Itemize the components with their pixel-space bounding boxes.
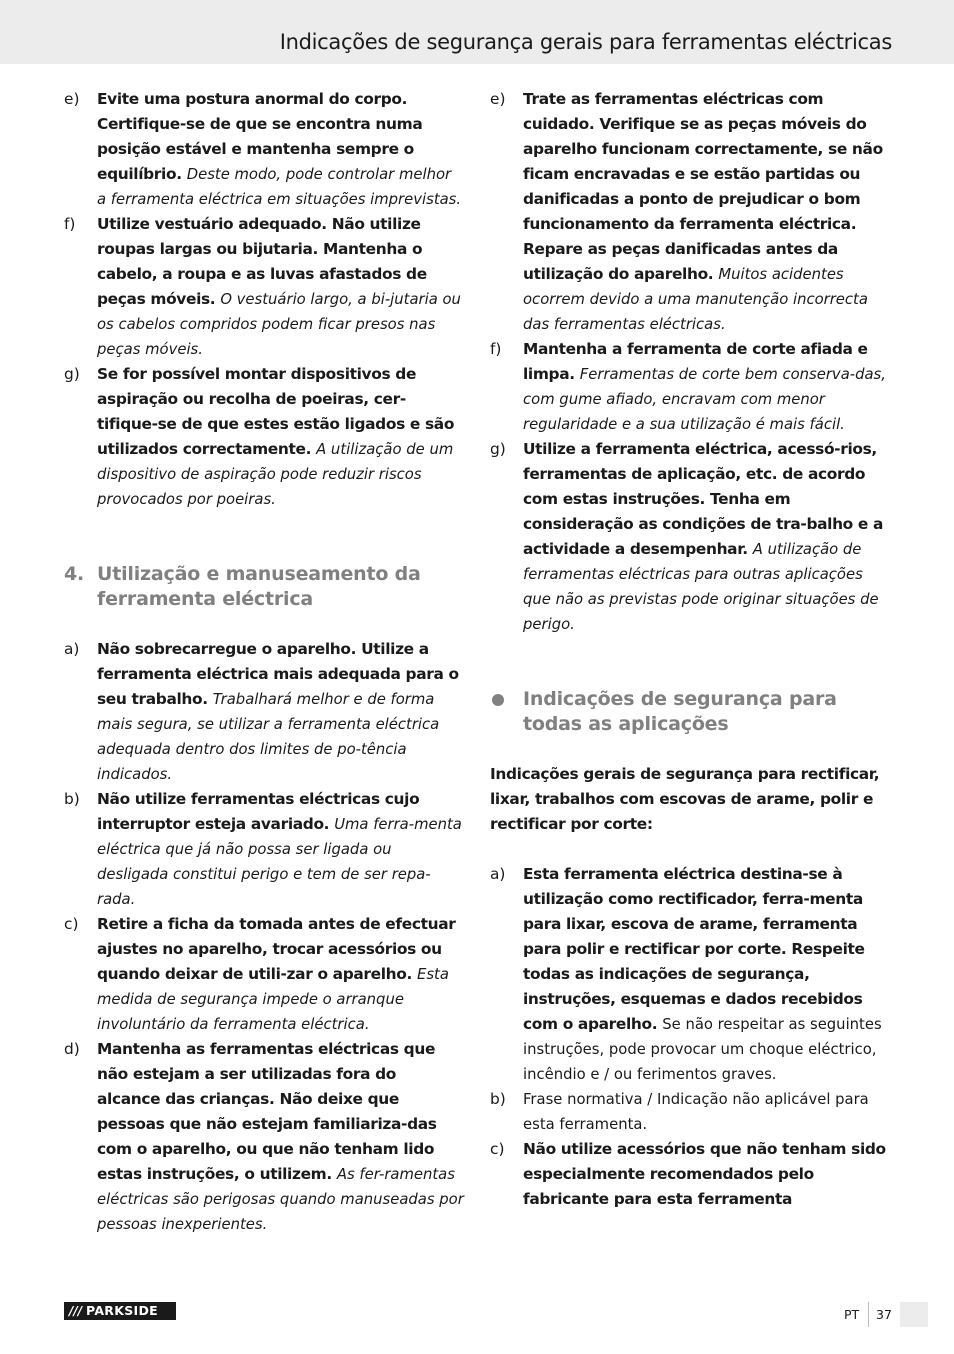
footer-divider — [868, 1302, 869, 1327]
item-label: f) — [64, 215, 76, 233]
section-title: Utilização e manuseamento da ferramenta eléctrica — [97, 563, 421, 610]
item-italic-text: Deste modo, pode controlar melhor a ferramenta eléctrica em situações imprevistas. — [97, 166, 462, 208]
logo-text: PARKSIDE — [86, 1303, 158, 1318]
item-italic-text: As fer-ramentas eléctricas são perigosas quando manuseadas por pessoas inexperientes. — [97, 1166, 464, 1233]
item-bold-text: Não utilize ferramentas eléctricas cujo interruptor esteja avariado. — [97, 790, 420, 833]
list-item-f — [490, 337, 890, 437]
item-label: b) — [490, 1090, 506, 1108]
list-item-g — [490, 437, 890, 637]
item-label: e) — [490, 90, 506, 108]
item-label: g) — [64, 365, 80, 383]
item-bold-text: Não utilize acessórios que não tenham sido especialmente recomendados pelo fabricante para esta ferramenta — [523, 1140, 886, 1208]
list-item-b — [64, 787, 464, 912]
item-bold-text: Utilize a ferramenta eléctrica, acessó-rios, ferramentas de aplicação, etc. de acordo com estas instruções. Tenha em consideração as condições de tra-balho e a actividade a desempenhar. — [523, 440, 884, 558]
page-title: Indicações de segurança gerais para ferramentas eléctricas — [279, 30, 892, 54]
list-item-f — [64, 212, 464, 362]
section-heading-all-applications — [490, 687, 890, 737]
item-bold-text: Trate as ferramentas eléctricas com cuidado. Verifique se as peças móveis do aparelho funcionam correctamente, se não ficam encravadas e se estão partidas ou danificadas a ponto de prejudicar o bom funcionamento da ferramenta eléctrica. Repare as peças danificadas antes da utilização do aparelho. — [523, 90, 883, 283]
item-label: e) — [64, 90, 80, 108]
page-tab-box — [900, 1302, 928, 1327]
item-italic-text: Esta medida de segurança impede o arranque involuntário da ferramenta eléctrica. — [97, 966, 449, 1033]
item-italic-text: Trabalhará melhor e de forma mais segura, se utilizar a ferramenta eléctrica adequada dentro dos limites de po-tência indicados. — [97, 691, 440, 783]
language-code: PT — [844, 1307, 860, 1322]
list-item-e — [490, 87, 890, 337]
intro-paragraph: Indicações gerais de segurança para rectificar, lixar, trabalhos com escovas de arame, polir e rectificar por corte: — [490, 765, 880, 833]
list-item-b — [490, 1087, 890, 1137]
item-label: b) — [64, 790, 80, 808]
item-bold-text: Mantenha a ferramenta de corte afiada e limpa. — [523, 340, 868, 383]
item-bold-text: Retire a ficha da tomada antes de efectuar ajustes no aparelho, trocar acessórios ou quando deixar de utili-zar o aparelho. — [97, 915, 456, 983]
item-label: a) — [64, 640, 80, 658]
item-bold-text: Mantenha as ferramentas eléctricas que não estejam a ser utilizadas fora do alcance das crianças. Não deixe que pessoas que não estejam familiariza-das com o aparelho, ou que não tenham lido estas instruções, o utilizem. — [97, 1040, 437, 1183]
item-label: c) — [490, 1140, 505, 1158]
list-item-d — [64, 1037, 464, 1237]
item-italic-text: A utilização de um dispositivo de aspiração pode reduzir riscos provocados por poeiras. — [97, 441, 454, 508]
bullet-dot-icon — [492, 694, 504, 706]
item-italic-text: Muitos acidentes ocorrem devido a uma manutenção incorrecta das ferramentas eléctricas. — [523, 266, 868, 333]
left-column — [64, 87, 464, 1237]
item-italic-text: A utilização de ferramentas eléctricas para outras aplicações que não as previstas pode originar situações de perigo. — [523, 541, 879, 633]
header-bar — [0, 0, 954, 64]
item-normal-text: Frase normativa / Indicação não aplicável para esta ferramenta. — [523, 1091, 869, 1133]
list-item-g — [64, 362, 464, 512]
item-italic-text: Uma ferra-menta eléctrica que já não possa ser ligada ou desligada constitui perigo e tem de ser repa-rada. — [97, 816, 462, 908]
item-label: a) — [490, 865, 506, 883]
list-item-a — [64, 637, 464, 787]
list-item-c — [64, 912, 464, 1037]
list-item-e — [64, 87, 464, 212]
item-italic-text: O vestuário largo, a bi-jutaria ou os cabelos compridos podem ficar presos nas peças móveis. — [97, 291, 461, 358]
section-title: Indicações de segurança para todas as aplicações — [523, 688, 837, 735]
item-bold-text: Evite uma postura anormal do corpo. Certifique-se de que se encontra numa posição estável e mantenha sempre o equilíbrio. — [97, 90, 423, 183]
item-label: c) — [64, 915, 79, 933]
list-item-a — [490, 862, 890, 1087]
item-bold-text: Se for possível montar dispositivos de aspiração ou recolha de poeiras, cer-tifique-se de que estes estão ligados e são utilizados correctamente. — [97, 365, 455, 458]
page-number: 37 — [876, 1307, 892, 1322]
item-label: f) — [490, 340, 502, 358]
item-bold-text: Não sobrecarregue o aparelho. Utilize a ferramenta eléctrica mais adequada para o seu trabalho. — [97, 640, 459, 708]
list-item-c — [490, 1137, 890, 1212]
item-italic-text: Ferramentas de corte bem conserva-das, com gume afiado, encravam com menor regularidade e a sua utilização é mais fácil. — [523, 366, 886, 433]
item-bold-text: Esta ferramenta eléctrica destina-se à utilização como rectificador, ferra-menta para lixar, escova de arame, ferramenta para polir e rectificar por corte. Respeite todas as indicações de segurança, instruções, esquemas e dados recebidos com o aparelho. — [523, 865, 865, 1033]
logo-slashes: /// — [69, 1304, 83, 1318]
item-bold-text: Utilize vestuário adequado. Não utilize roupas largas ou bijutaria. Mantenha o cabelo, a roupa e as luvas afastados de peças móveis. — [97, 215, 427, 308]
parkside-logo — [64, 1302, 176, 1320]
item-label: d) — [64, 1040, 80, 1058]
item-label: g) — [490, 440, 506, 458]
section-number: 4. — [64, 563, 85, 585]
section-heading-4 — [64, 562, 464, 612]
item-normal-text: Se não respeitar as seguintes instruções, pode provocar um choque eléctrico, incêndio e / ou ferimentos graves. — [523, 1016, 882, 1083]
right-column — [490, 87, 890, 1212]
